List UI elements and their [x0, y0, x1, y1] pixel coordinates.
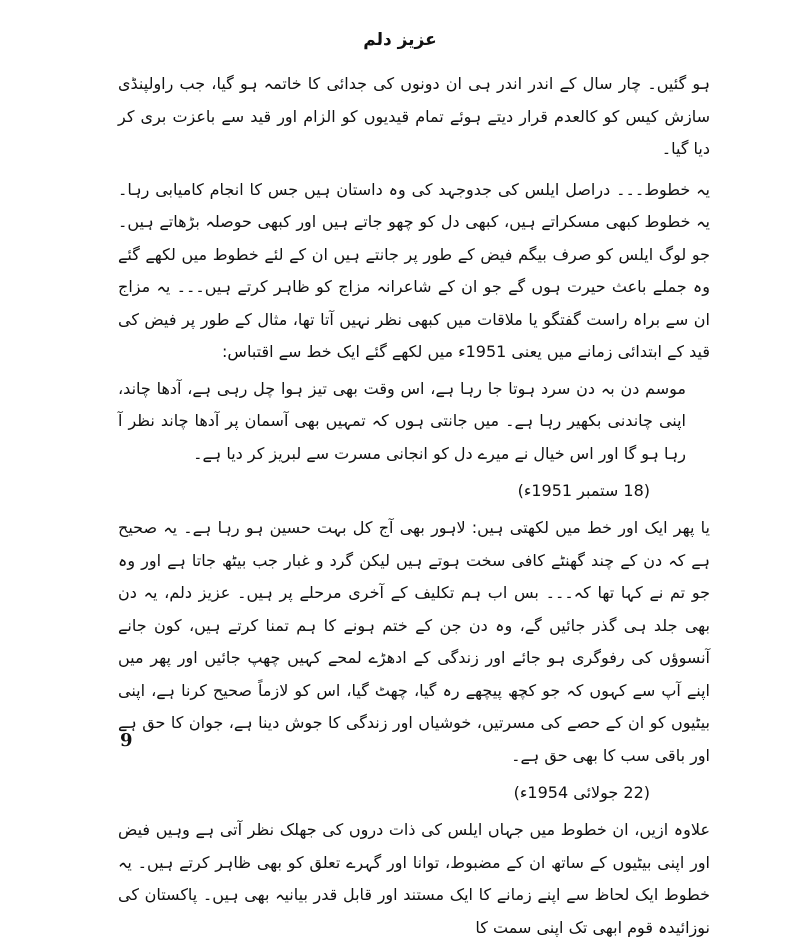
paragraph-4: علاوہ ازیں، ان خطوط میں جہاں ایلس کی ذات دروں کی جھلک نظر آتی ہے وہیں فیض اور اپنی بیٹیوں کے ساتھ ان کے مضبوط، توانا اور گہرے تعلق کو بھی ظاہر کرتے ہیں۔ یہ خطوط ایک لحاظ سے اپنے زمانے کا ایک مستند اور قابل قدر بیانیہ بھی ہیں۔ پاکستان کی نوزائیدہ قوم ابھی تک اپنی سمت کا	[118, 820, 710, 937]
page-number: 9	[120, 730, 133, 751]
paragraph-1: ہو گئیں۔ چار سال کے اندر اندر ہی ان دونوں کی جدائی کا خاتمہ ہو گیا، جب راولپنڈی سازش کیس کو کالعدم قرار دیتے ہوئے تمام قیدیوں کو الزام اور قید سے باعزت بری کر دیا گیا۔	[118, 74, 710, 158]
letter-quote-1: موسم دن بہ دن سرد ہوتا جا رہا ہے، اس وقت بھی تیز ہوا چل رہی ہے، آدھا چاند، اپنی چاندنی بکھیر رہا ہے۔ میں جانتی ہوں کہ تمہیں بھی آسمان پر آدھا چاند نظر آ رہا ہو گا اور اس خیال نے میرے دل کو انجانی مسرت سے لبریز کر دیا ہے۔	[118, 378, 686, 463]
paragraph-2: یہ خطوط۔۔۔ دراصل ایلس کی جدوجہد کی وہ داستان ہیں جس کا انجام کامیابی رہا۔ یہ خطوط کبھی مسکراتے ہیں، کبھی دل کو چھو جاتے ہیں اور کبھی حوصلہ بڑھاتے ہیں۔ جو لوگ ایلس کو صرف بیگم فیض کے طور پر جانتے ہیں ان کے لئے خطوط میں لکھے گئے وہ جملے باعث حیرت ہوں گے جو ان کے شاعرانہ مزاج کو ظاہر کرتے ہیں۔۔۔ یہ مزاج ان سے براہ راست گفتگو یا ملاقات میں کبھی نظر نہیں آتا تھا، مثال کے طور پر فیض کی قید کے ابتدائی زمانے میں یعنی 1951ء میں لکھے گئے ایک خط سے اقتباس:	[118, 179, 710, 361]
paragraph-3: یا پھر ایک اور خط میں لکھتی ہیں: لاہور بھی آج کل بہت حسین ہو رہا ہے۔ یہ صحیح ہے کہ دن کے چند گھنٹے کافی سخت ہوتے ہیں لیکن گرد و غبار جب بیٹھ جاتا ہے اور وہ جو تم نے کہا تھا کہ۔۔۔ بس اب ہم تکلیف کے آخری مرحلے پر ہیں۔ عزیز دلم، یہ دن بھی جلد ہی گذر جائیں گے، وہ دن جن کے ختم ہونے کا ہم تمنا کرتے ہیں، کون جانے آنسوؤں کی رفوگری ہو جائے اور زندگی کے ادھڑے لمحے کہیں چھپ جائیں اور پھر میں اپنے آپ سے کہوں کہ جو کچھ پیچھے رہ گیا، چھٹ گیا، اس کو لازماً صحیح کرنا ہے، اپنی بیٹیوں کو ان کے حصے کی مسرتیں، خوشیاں اور زندگی کا جوش دینا ہے، جوان کا حق ہے اور باقی سب کا بھی حق ہے۔	[118, 518, 710, 765]
running-header-title: عزیز دلم	[363, 30, 437, 50]
letter-date-2: (22 جولائی 1954ء)	[513, 783, 650, 802]
body-text	[118, 68, 710, 944]
letter-date-1: (18 ستمبر 1951ء)	[517, 481, 650, 500]
